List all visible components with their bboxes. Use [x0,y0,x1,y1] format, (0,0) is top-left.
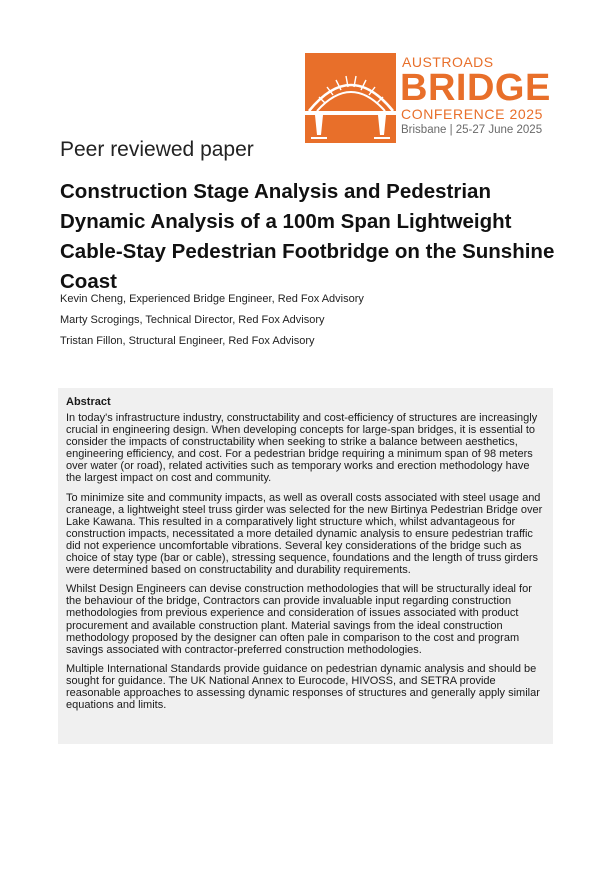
author-3: Tristan Fillon, Structural Engineer, Red Fox Advisory [60,335,315,347]
logo-location-date: Brisbane | 25-27 June 2025 [401,124,543,136]
logo-austroads: AUSTROADS [402,54,494,70]
abstract-paragraph-3: Whilst Design Engineers can devise construction methodologies that will be structurally ideal for the behaviour of the bridge, Contractors can provide invaluable input regarding construction methodologies from previous experience and consideration of issues associated with product procurement and available construction plant. Material savings from the ideal construction methodology proposed by the designer can often pale in comparison to the cost and program savings associated with contractor-preferred construction methodologies. [66,583,532,656]
abstract-paragraph-4: Multiple International Standards provide guidance on pedestrian dynamic analysis and should be sought for guidance. The UK National Annex to Eurocode, HIVOSS, and SETRA provide reasonable approaches to assessing dynamic responses of structures and generally apply similar equations and limits. [66,662,540,712]
logo-wordmark [400,53,560,138]
author-1: Kevin Cheng, Experienced Bridge Engineer, Red Fox Advisory [60,293,364,305]
conference-logo [305,53,557,143]
author-list [60,292,364,355]
abstract-paragraph-2: To minimize site and community impacts, as well as overall costs associated with steel usage and craneage, a lightweight steel truss girder was selected for the new Birtinya Pedestrian Bridge over Lake Kawana. This resulted in a comparatively light structure which, whilst advantageous for construction impacts, necessitated a more detailed dynamic analysis to ensure pedestrian traffic did not experience uncomfortable vibrations. Several key considerations of the bridge such as choice of stay type (bar or cable), stressing sequence, foundations and the length of truss girders were determined based on constructability and durability requirements. [66,491,543,577]
abstract-heading: Abstract [66,396,111,408]
logo-conference: CONFERENCE 2025 [401,106,544,122]
author-2: Marty Scrogings, Technical Director, Red Fox Advisory [60,314,325,326]
logo-bridge: BRIDGE [400,67,551,109]
bridge-logo-icon [305,53,396,143]
paper-type-label: Peer reviewed paper [60,138,254,161]
abstract-paragraph-1: In today's infrastructure industry, constructability and cost-efficiency of structures are increasingly crucial in engineering design. When developing concepts for large-span bridges, it is essential to consider the impacts of constructability when seeking to strike a balance between aesthetics, engineering efficiency, and cost. For a pedestrian bridge requiring a minimum span of 98 meters over water (or road), related activities such as temporary works and erection methodology have the largest impact on cost and community. [66,412,538,485]
paper-title: Construction Stage Analysis and Pedestrian Dynamic Analysis of a 100m Span Lightweight Cable-Stay Pedestrian Footbridge on the Sunshine Coast [60,180,555,293]
abstract-box [58,388,553,744]
